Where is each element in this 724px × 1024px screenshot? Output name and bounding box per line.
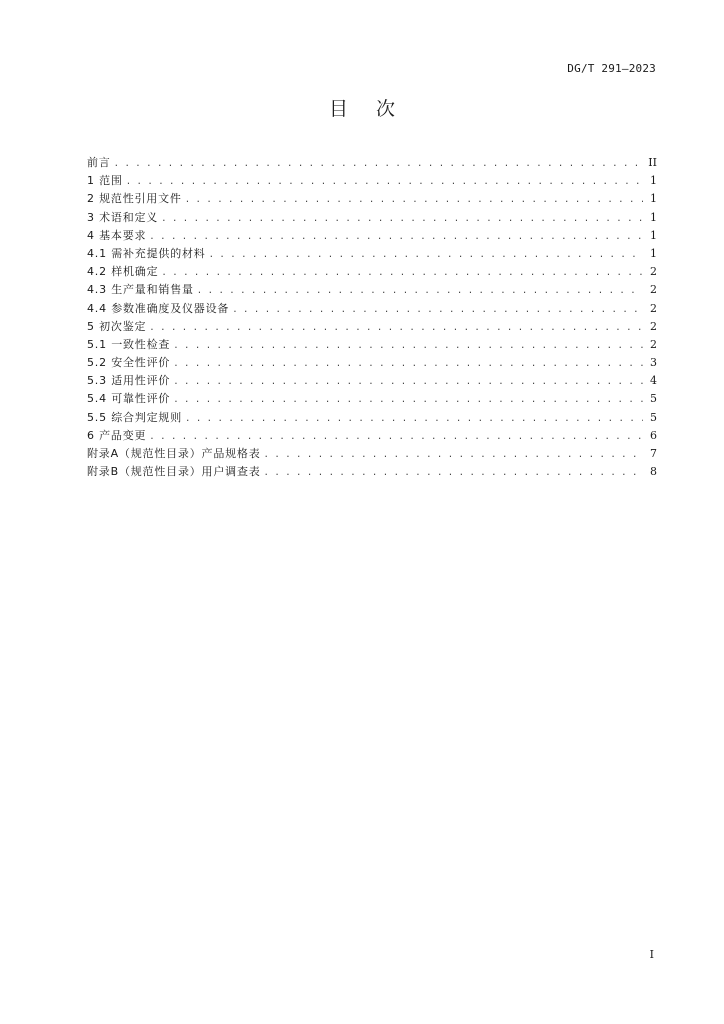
toc-entry-page: 5 — [650, 410, 657, 424]
toc-entry[interactable] — [87, 281, 657, 299]
toc-dot-leader — [197, 282, 643, 300]
toc-entry-label: 6 产品变更 — [87, 428, 147, 442]
toc-entry-page: 2 — [650, 337, 657, 351]
toc-dot-leader — [161, 264, 643, 282]
toc-dot-leader — [173, 391, 643, 409]
document-code: DG/T 291—2023 — [567, 62, 656, 75]
toc-entry[interactable] — [87, 227, 657, 245]
toc-entry[interactable] — [87, 209, 657, 227]
toc-entry-label: 5.5 综合判定规则 — [87, 410, 182, 424]
toc-dot-leader — [185, 410, 643, 428]
toc-entry-label: 4.1 需补充提供的材料 — [87, 246, 206, 260]
toc-dot-leader — [149, 428, 643, 446]
toc-entry-label: 5.3 适用性评价 — [87, 374, 171, 388]
toc-dot-leader — [173, 355, 643, 373]
toc-dot-leader — [264, 446, 643, 464]
toc-entry-page: 1 — [650, 174, 657, 188]
toc-entry[interactable] — [87, 372, 657, 390]
toc-entry[interactable] — [87, 463, 657, 481]
toc-dot-leader — [149, 228, 643, 246]
toc-entry[interactable] — [87, 318, 657, 336]
toc-entry-label: 5.1 一致性检查 — [87, 337, 171, 351]
toc-dot-leader — [114, 155, 643, 173]
toc-entry-page: 3 — [650, 356, 657, 370]
toc-entry[interactable] — [87, 245, 657, 263]
toc-entry-page: 7 — [650, 447, 657, 460]
toc-entry-page: 2 — [650, 319, 657, 333]
toc-entry[interactable] — [87, 354, 657, 372]
toc-entry-label: 5.2 安全性评价 — [87, 356, 171, 370]
toc-entry-label: 2 规范性引用文件 — [87, 192, 182, 206]
toc-entry-page: 1 — [650, 192, 657, 206]
toc-dot-leader — [161, 210, 643, 228]
toc-entry[interactable] — [87, 390, 657, 408]
toc-dot-leader — [264, 464, 643, 482]
toc-entry-page: II — [648, 156, 657, 169]
toc-entry-label: 附录A（规范性目录）产品规格表 — [87, 447, 261, 460]
toc-entry[interactable] — [87, 263, 657, 281]
page-number: I — [649, 948, 654, 961]
toc-entry[interactable] — [87, 172, 657, 190]
toc-entry-label: 5 初次鉴定 — [87, 319, 147, 333]
toc-entry-page: 6 — [650, 428, 657, 442]
toc-dot-leader — [149, 319, 643, 337]
toc-entry[interactable] — [87, 190, 657, 208]
toc-dot-leader — [232, 301, 643, 319]
page-title: 目次 — [328, 98, 423, 120]
toc-entry-page: 2 — [650, 301, 657, 315]
toc-entry[interactable] — [87, 336, 657, 354]
toc-entry-page: 1 — [650, 246, 657, 260]
toc-dot-leader — [209, 246, 643, 264]
toc-entry-page: 8 — [650, 465, 657, 479]
toc-entry-label: 前言 — [87, 156, 111, 169]
toc-dot-leader — [185, 191, 643, 209]
toc-entry-label: 4.3 生产量和销售量 — [87, 283, 194, 297]
toc-entry-page: 1 — [650, 228, 657, 242]
toc-entry[interactable] — [87, 445, 657, 463]
toc-dot-leader — [173, 373, 643, 391]
table-of-contents — [87, 154, 657, 481]
toc-entry[interactable] — [87, 154, 657, 172]
toc-entry-page: 5 — [650, 392, 657, 406]
toc-entry-page: 2 — [650, 283, 657, 297]
toc-dot-leader — [173, 337, 643, 355]
toc-entry-label: 3 术语和定义 — [87, 210, 159, 224]
toc-entry[interactable] — [87, 300, 657, 318]
toc-entry-label: 1 范围 — [87, 174, 123, 188]
toc-entry[interactable] — [87, 409, 657, 427]
toc-entry-label: 4 基本要求 — [87, 228, 147, 242]
toc-entry-page: 1 — [650, 210, 657, 224]
toc-entry-page: 2 — [650, 265, 657, 279]
toc-entry-label: 4.2 样机确定 — [87, 265, 159, 279]
toc-dot-leader — [126, 173, 643, 191]
toc-entry-label: 5.4 可靠性评价 — [87, 392, 171, 406]
toc-entry[interactable] — [87, 427, 657, 445]
toc-entry-page: 4 — [650, 374, 657, 388]
toc-entry-label: 附录B（规范性目录）用户调查表 — [87, 465, 261, 479]
toc-entry-label: 4.4 参数准确度及仪器设备 — [87, 301, 230, 315]
